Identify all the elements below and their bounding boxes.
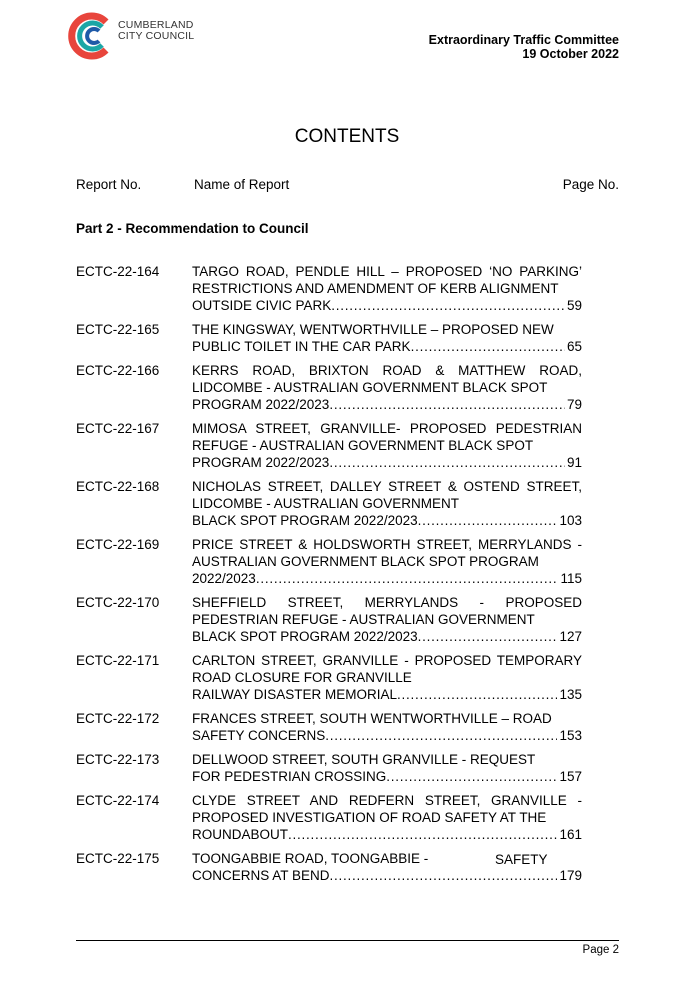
report-name xyxy=(192,751,582,785)
page-number: Page 2 xyxy=(582,944,619,956)
report-name-tail: CONCERNS AT BEND xyxy=(192,868,330,883)
report-name-text: TARGO ROAD, PENDLE HILL – PROPOSED ‘NO PARKING’ RESTRICTIONS AND AMENDMENT OF KERB ALIGNMENT xyxy=(192,264,582,296)
report-number: ECTC-22-172 xyxy=(76,711,160,726)
part-heading: Part 2 - Recommendation to Council xyxy=(76,221,309,236)
page-number-ref[interactable]: 79 xyxy=(566,397,582,412)
toc-entry[interactable] xyxy=(76,751,582,785)
page-number-ref[interactable]: 59 xyxy=(566,298,582,313)
dot-leader xyxy=(397,686,557,703)
report-name xyxy=(192,362,582,413)
report-name-tail: BLACK SPOT PROGRAM 2022/2023 xyxy=(192,629,418,644)
report-name-tail: ROUNDABOUT xyxy=(192,827,289,842)
report-name-last-line xyxy=(192,297,582,314)
column-report-no: Report No. xyxy=(76,177,142,192)
report-name-text: PRICE STREET & HOLDSWORTH STREET, MERRYLANDS - AUSTRALIAN GOVERNMENT BLACK SPOT PROGRAM xyxy=(192,537,582,569)
report-name xyxy=(192,710,582,744)
meeting-date: 19 October 2022 xyxy=(522,47,619,61)
report-name-tail: SAFETY CONCERNS xyxy=(192,728,326,743)
report-name-tail: PROGRAM 2022/2023 xyxy=(192,455,330,470)
dot-leader xyxy=(325,727,557,744)
report-name xyxy=(192,478,582,529)
report-name-last-line xyxy=(192,338,582,355)
dot-leader xyxy=(256,570,559,587)
report-name-tail: FOR PEDESTRIAN CROSSING xyxy=(192,769,387,784)
dot-leader xyxy=(386,768,557,785)
report-number: ECTC-22-171 xyxy=(76,653,160,668)
report-name-text: CARLTON STREET, GRANVILLE - PROPOSED TEMPORARY ROAD CLOSURE FOR GRANVILLE xyxy=(192,653,582,685)
dot-leader xyxy=(331,297,565,314)
column-page-no: Page No. xyxy=(562,177,619,192)
toc-entry[interactable] xyxy=(76,792,582,843)
report-name xyxy=(192,420,582,471)
report-name-tail: OUTSIDE CIVIC PARK xyxy=(192,298,332,313)
report-name-last-line xyxy=(192,686,582,703)
report-name-tail: RAILWAY DISASTER MEMORIAL xyxy=(192,687,398,702)
report-name-last-line xyxy=(192,628,582,645)
logo-line-2: CITY COUNCIL xyxy=(118,30,195,42)
page-number-ref[interactable]: 179 xyxy=(559,868,582,883)
page-number-ref[interactable]: 103 xyxy=(559,513,582,528)
column-name: Name of Report xyxy=(194,177,290,192)
footer-divider xyxy=(76,940,619,941)
report-number: ECTC-22-174 xyxy=(76,793,160,808)
page-title: CONTENTS xyxy=(294,126,400,147)
toc-entry[interactable] xyxy=(76,594,582,645)
report-name-last-line xyxy=(192,454,582,471)
report-number: ECTC-22-165 xyxy=(76,322,160,337)
report-name-last-line xyxy=(192,826,582,843)
toc-list xyxy=(76,263,582,891)
report-name xyxy=(192,321,582,355)
meeting-name: Extraordinary Traffic Committee xyxy=(428,33,619,47)
report-name-last-line xyxy=(192,867,582,884)
report-name xyxy=(192,263,582,314)
page-number-ref[interactable]: 115 xyxy=(560,571,582,586)
report-name-last-line xyxy=(192,768,582,785)
toc-entry[interactable] xyxy=(76,321,582,355)
page-number-ref[interactable]: 91 xyxy=(566,455,582,470)
report-name-text: THE KINGSWAY, WENTWORTHVILLE – PROPOSED NEW xyxy=(192,322,554,337)
report-number: ECTC-22-164 xyxy=(76,264,160,279)
report-name-text: MIMOSA STREET, GRANVILLE- PROPOSED PEDESTRIAN REFUGE - AUSTRALIAN GOVERNMENT BLACK SPOT xyxy=(192,421,582,453)
dot-leader xyxy=(418,628,558,645)
report-name-text: CLYDE STREET AND REDFERN STREET, GRANVILLE - PROPOSED INVESTIGATION OF ROAD SAFETY AT THE xyxy=(192,793,582,825)
report-name-tail: BLACK SPOT PROGRAM 2022/2023 xyxy=(192,513,418,528)
report-name-text: DELLWOOD STREET, SOUTH GRANVILLE - REQUEST xyxy=(192,752,536,767)
toc-entry[interactable] xyxy=(76,536,582,587)
report-name-last-line xyxy=(192,570,582,587)
council-logo xyxy=(66,10,206,66)
dot-leader xyxy=(411,338,565,355)
report-name-text: TOONGABBIE ROAD, TOONGABBIE - xyxy=(192,851,429,866)
report-name xyxy=(192,792,582,843)
report-name xyxy=(192,536,582,587)
page-number-ref[interactable]: 161 xyxy=(559,827,582,842)
report-number: ECTC-22-170 xyxy=(76,595,160,610)
report-number: ECTC-22-167 xyxy=(76,421,160,436)
column-headers xyxy=(76,177,619,193)
toc-entry[interactable] xyxy=(76,710,582,744)
report-name-last-line xyxy=(192,396,582,413)
report-name-last-line xyxy=(192,727,582,744)
report-name-text: KERRS ROAD, BRIXTON ROAD & MATTHEW ROAD, LIDCOMBE - AUSTRALIAN GOVERNMENT BLACK SPOT xyxy=(192,363,582,395)
meeting-info xyxy=(429,33,619,61)
council-logo-icon xyxy=(66,10,118,62)
toc-entry[interactable] xyxy=(76,478,582,529)
report-name xyxy=(192,652,582,703)
report-name-tail: PUBLIC TOILET IN THE CAR PARK xyxy=(192,339,411,354)
toc-entry[interactable] xyxy=(76,420,582,471)
overlay-text: SAFETY xyxy=(495,852,548,867)
report-number: ECTC-22-175 xyxy=(76,851,160,866)
dot-leader xyxy=(330,867,558,884)
page-number-ref[interactable]: 65 xyxy=(566,339,582,354)
report-number: ECTC-22-173 xyxy=(76,752,160,767)
page-number-ref[interactable]: 127 xyxy=(559,629,582,644)
report-name-text: SHEFFIELD STREET, MERRYLANDS - PROPOSED PEDESTRIAN REFUGE - AUSTRALIAN GOVERNMENT xyxy=(192,595,582,627)
report-number: ECTC-22-169 xyxy=(76,537,160,552)
dot-leader xyxy=(418,512,558,529)
report-number: ECTC-22-168 xyxy=(76,479,160,494)
toc-entry[interactable] xyxy=(76,652,582,703)
page-number-ref[interactable]: 157 xyxy=(559,769,582,784)
report-name xyxy=(192,594,582,645)
report-name-tail: 2022/2023 xyxy=(192,571,256,586)
toc-entry[interactable] xyxy=(76,362,582,413)
toc-entry[interactable] xyxy=(76,263,582,314)
dot-leader xyxy=(329,396,565,413)
report-name-text: NICHOLAS STREET, DALLEY STREET & OSTEND STREET, LIDCOMBE - AUSTRALIAN GOVERNMENT xyxy=(192,479,582,511)
report-name-text: FRANCES STREET, SOUTH WENTWORTHVILLE – ROAD xyxy=(192,711,552,726)
page-number-ref[interactable]: 135 xyxy=(559,687,582,702)
report-number: ECTC-22-166 xyxy=(76,363,160,378)
page-number-ref[interactable]: 153 xyxy=(559,728,582,743)
report-name-last-line xyxy=(192,512,582,529)
dot-leader xyxy=(288,826,557,843)
logo-line-1: CUMBERLAND xyxy=(118,19,194,31)
logo-text xyxy=(118,20,194,42)
dot-leader xyxy=(329,454,565,471)
report-name-tail: PROGRAM 2022/2023 xyxy=(192,397,330,412)
